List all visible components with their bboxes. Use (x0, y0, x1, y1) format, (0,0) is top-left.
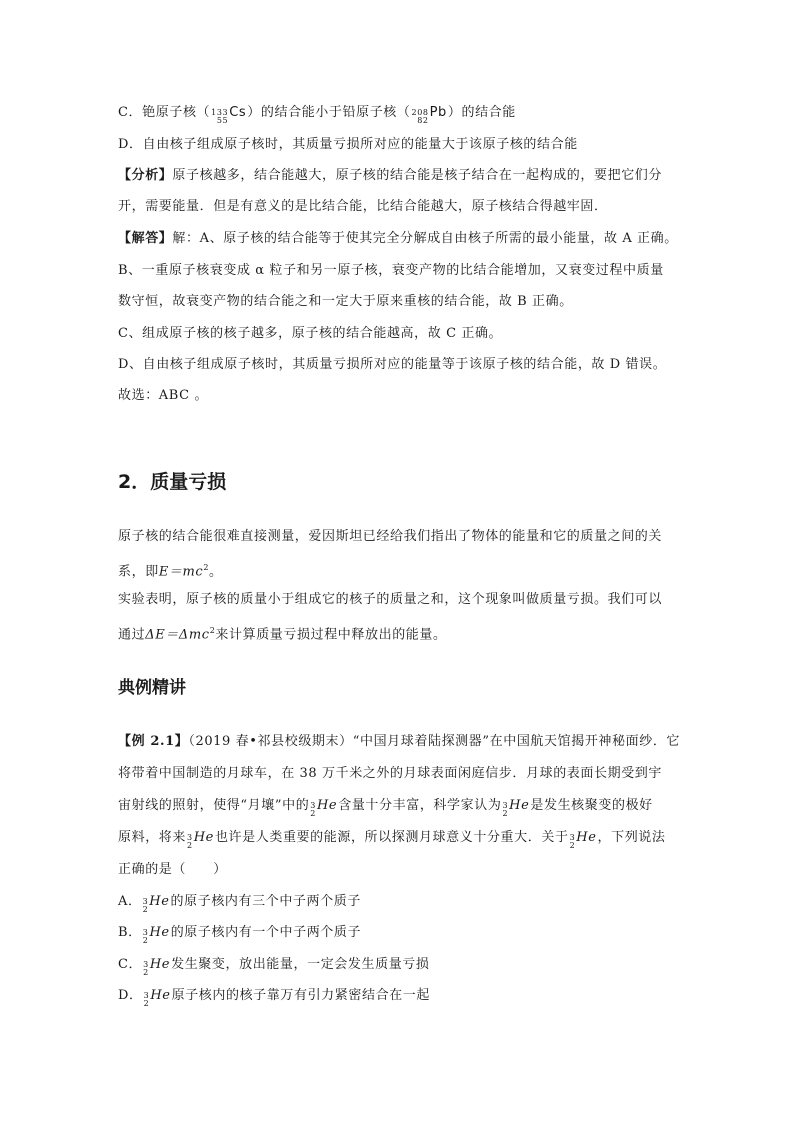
example-text-4b: 也许是人类重要的能源，所以探测月球意义十分重大．关于 (214, 830, 569, 845)
solution-line-5: D、自由核子组成原子核时，其质量亏损所对应的能量等于该原子核的结合能，故 D 错误。 (118, 357, 667, 372)
he-symbol: He (193, 830, 214, 845)
option-d-label: D． (118, 988, 143, 1003)
section-para1-line1: 原子核的结合能很难直接测量，爱因斯坦已经给我们指出了物体的能量和它的质量之间的关 (118, 529, 663, 544)
option-c (118, 956, 678, 977)
option-c-label: C． (118, 957, 143, 972)
analysis-text-1: 原子核越多，结合能越大，原子核的结合能是核子结合在一起构成的，要把它们分 (172, 168, 663, 183)
he-mass-number: 3 (142, 897, 149, 906)
section-para2-line1: 实验表明，原子核的质量小于组成它的核子的质量之和，这个现象叫做质量亏损。我们可以 (118, 592, 663, 607)
solution-line-6: 故选：ABC 。 (118, 388, 209, 403)
solution-text-1: 解：A、原子核的结合能等于使其完全分解成自由核子所需的最小能量，故 A 正确。 (172, 231, 678, 246)
option-d-prev: D．自由核子组成原子核时，其质量亏损所对应的能量大于该原子核的结合能 (118, 137, 578, 152)
cs-symbol: Cs (229, 105, 247, 120)
option-c-text-suffix: ）的结合能 (447, 105, 516, 120)
analysis-line-2: 开，需要能量．但是有意义的是比结合能，比结合能越大，原子核结合得越牢固． (118, 199, 608, 214)
pb-symbol: Pb (429, 105, 447, 120)
section-title: 2．质量亏损 (118, 471, 227, 493)
option-c-text: 发生聚变，放出能量，一定会发生质量亏损 (171, 957, 430, 972)
option-c-text-mid: ）的结合能小于铅原子核（ (247, 105, 411, 120)
example-line-4 (118, 829, 678, 850)
he-mass-number: 3 (143, 991, 150, 1000)
cesium-isotope (211, 104, 246, 125)
solution-line-4: C、组成原子核的核子越多，原子核的结合能越高，故 C 正确。 (118, 326, 503, 341)
helium-isotope (143, 924, 170, 945)
he-symbol: He (149, 957, 171, 972)
he-symbol: He (576, 830, 597, 845)
example-text-1: （2019 春•祁县校级期末）“中国月球着陆探测器”在中国航天馆揭开神秘面纱．它 (188, 734, 681, 749)
option-a-label: A． (118, 894, 142, 909)
lead-isotope (412, 104, 447, 125)
helium-isotope (144, 987, 171, 1008)
option-c-text-prefix: C．铯原子核（ (118, 105, 211, 120)
he-atomic-number: 2 (142, 905, 149, 914)
he-atomic-number: 2 (187, 841, 193, 850)
example-tag: 【例 2.1】 (118, 734, 189, 749)
section-para2-line2 (118, 622, 678, 644)
he-atomic-number: 2 (143, 968, 149, 977)
he-mass-number: 3 (569, 833, 576, 842)
he-atomic-number: 2 (569, 841, 576, 850)
formula-exponent-2: 2 (209, 626, 216, 635)
option-b (118, 924, 678, 945)
he-symbol: He (509, 798, 530, 813)
example-text-4a: 原料，将来 (118, 830, 187, 845)
example-line-5: 正确的是（ ） (118, 862, 227, 877)
he-mass-number: 3 (143, 960, 149, 969)
option-b-label: B． (118, 925, 142, 940)
para1-suffix: 。 (209, 564, 223, 580)
he-symbol: He (150, 988, 171, 1003)
he-atomic-number: 2 (502, 809, 509, 818)
solution-line-1 (118, 230, 678, 248)
he-atomic-number: 2 (310, 809, 316, 818)
para2-suffix: 来计算质量亏损过程中释放出的能量。 (215, 627, 447, 643)
example-text-3c: 是发生核聚变的极好 (530, 798, 653, 813)
analysis-line-1 (118, 167, 678, 185)
mass-energy-formula: E＝mc (158, 564, 204, 580)
he-mass-number: 3 (502, 801, 509, 810)
helium-isotope (310, 797, 337, 818)
option-a (118, 893, 678, 914)
para2-prefix: 通过 (118, 627, 146, 643)
he-symbol: He (149, 894, 170, 909)
helium-isotope (143, 893, 170, 914)
he-atomic-number: 2 (143, 999, 150, 1008)
example-text-4c: ，下列说法 (597, 830, 666, 845)
he-mass-number: 3 (310, 801, 316, 810)
mass-defect-formula: ΔE＝Δmc (145, 627, 210, 643)
option-c-prev (118, 104, 678, 125)
example-text-3a: 宙射线的照射，使得“月壤”中的 (118, 798, 310, 813)
helium-isotope (570, 829, 597, 850)
example-line-2: 将带着中国制造的月球车，在 38 万千米之外的月球表面闲庭信步．月球的表面长期受到宇 (118, 766, 663, 781)
example-text-3b: 含量十分丰富，科学家认为 (338, 798, 502, 813)
he-symbol: He (317, 798, 338, 813)
pb-mass-number: 208 (411, 108, 429, 117)
option-d-text: 原子核内的核子靠万有引力紧密结合在一起 (171, 988, 430, 1003)
solution-tag: 【解答】 (118, 231, 173, 246)
option-d (118, 987, 678, 1008)
he-symbol: He (149, 925, 170, 940)
he-atomic-number: 2 (142, 936, 149, 945)
para1-prefix: 系，即 (118, 564, 159, 580)
cs-atomic-number: 55 (216, 116, 229, 125)
pb-atomic-number: 82 (417, 116, 429, 125)
helium-isotope (187, 829, 214, 850)
cs-mass-number: 133 (211, 108, 229, 117)
option-b-text: 的原子核内有一个中子两个质子 (170, 925, 362, 940)
example-line-3 (118, 797, 678, 818)
he-mass-number: 3 (187, 833, 193, 842)
section-para1-line2 (118, 559, 678, 581)
solution-line-2: B、一重原子核衰变成 α 粒子和另一原子核，衰变产物的比结合能增加，又衰变过程中质量 (118, 263, 664, 278)
he-mass-number: 3 (142, 928, 149, 937)
helium-isotope (502, 797, 529, 818)
analysis-tag: 【分析】 (118, 168, 173, 183)
formula-exponent: 2 (203, 563, 210, 572)
helium-isotope (143, 956, 170, 977)
examples-title: 典例精讲 (118, 678, 186, 698)
example-line-1 (118, 733, 681, 751)
option-a-text: 的原子核内有三个中子两个质子 (170, 894, 361, 909)
solution-line-3: 数守恒，故衰变产物的结合能之和一定大于原来重核的结合能，故 B 正确。 (118, 294, 573, 309)
